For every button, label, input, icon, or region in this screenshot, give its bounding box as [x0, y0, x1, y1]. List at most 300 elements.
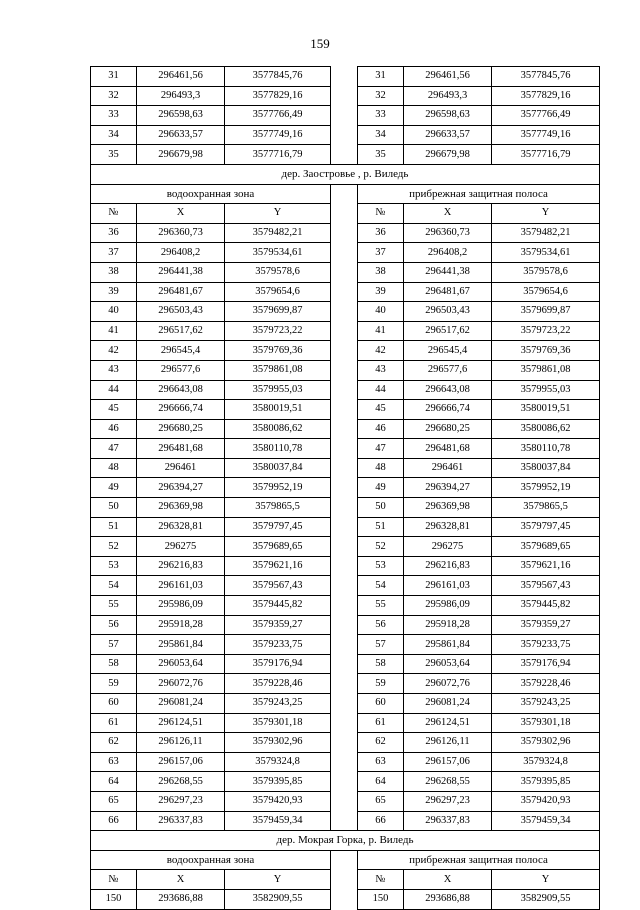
y-coordinate-cell: 3582909,55 — [492, 889, 600, 909]
column-gap — [331, 86, 358, 106]
y-coordinate-cell: 3579654,6 — [225, 282, 331, 302]
column-gap — [331, 400, 358, 420]
column-header-number: № — [358, 870, 404, 890]
x-coordinate-cell: 296328,81 — [404, 517, 492, 537]
column-gap — [331, 106, 358, 126]
x-coordinate-cell: 296679,98 — [404, 145, 492, 165]
column-gap — [331, 478, 358, 498]
column-gap — [331, 615, 358, 635]
column-header-x: X — [137, 204, 225, 224]
column-gap — [331, 517, 358, 537]
y-coordinate-cell: 3579233,75 — [225, 635, 331, 655]
x-coordinate-cell: 296161,03 — [137, 576, 225, 596]
table-row — [91, 67, 600, 87]
column-gap — [331, 674, 358, 694]
point-number-cell: 62 — [358, 733, 404, 753]
point-number-cell: 57 — [358, 635, 404, 655]
table-row — [91, 576, 600, 596]
x-coordinate-cell: 296633,57 — [137, 125, 225, 145]
x-coordinate-cell: 295918,28 — [137, 615, 225, 635]
column-gap — [331, 694, 358, 714]
x-coordinate-cell: 296503,43 — [404, 302, 492, 322]
table-row — [91, 458, 600, 478]
x-coordinate-cell: 296275 — [137, 537, 225, 557]
column-gap — [331, 204, 358, 224]
point-number-cell: 61 — [91, 713, 137, 733]
x-coordinate-cell: 296216,83 — [137, 556, 225, 576]
table-row — [91, 517, 600, 537]
column-gap — [331, 850, 358, 870]
point-number-cell: 35 — [91, 145, 137, 165]
x-coordinate-cell: 296493,3 — [404, 86, 492, 106]
point-number-cell: 32 — [358, 86, 404, 106]
point-number-cell: 49 — [358, 478, 404, 498]
table-row — [91, 752, 600, 772]
section-title-row — [91, 164, 600, 184]
y-coordinate-cell: 3579699,87 — [492, 302, 600, 322]
point-number-cell: 58 — [91, 654, 137, 674]
column-gap — [331, 635, 358, 655]
y-coordinate-cell: 3579621,16 — [225, 556, 331, 576]
x-coordinate-cell: 296680,25 — [137, 419, 225, 439]
column-header-row — [91, 870, 600, 890]
x-coordinate-cell: 296275 — [404, 537, 492, 557]
page-number: 159 — [310, 36, 330, 51]
column-gap — [331, 752, 358, 772]
x-coordinate-cell: 296161,03 — [404, 576, 492, 596]
x-coordinate-cell: 296679,98 — [137, 145, 225, 165]
y-coordinate-cell: 3579769,36 — [225, 341, 331, 361]
table-row — [91, 86, 600, 106]
x-coordinate-cell: 296337,83 — [137, 811, 225, 831]
x-coordinate-cell: 296441,38 — [137, 262, 225, 282]
point-number-cell: 58 — [358, 654, 404, 674]
y-coordinate-cell: 3579797,45 — [492, 517, 600, 537]
x-coordinate-cell: 296157,06 — [404, 752, 492, 772]
column-gap — [331, 380, 358, 400]
point-number-cell: 150 — [91, 889, 137, 909]
point-number-cell: 63 — [358, 752, 404, 772]
point-number-cell: 48 — [358, 458, 404, 478]
zone-header-row — [91, 850, 600, 870]
x-coordinate-cell: 296481,68 — [404, 439, 492, 459]
point-number-cell: 54 — [358, 576, 404, 596]
table-row — [91, 811, 600, 831]
table-row — [91, 321, 600, 341]
y-coordinate-cell: 3579534,61 — [225, 243, 331, 263]
y-coordinate-cell: 3582909,55 — [225, 889, 331, 909]
point-number-cell: 46 — [358, 419, 404, 439]
coordinates-table — [90, 66, 600, 910]
x-coordinate-cell: 296666,74 — [137, 400, 225, 420]
column-gap — [331, 184, 358, 204]
x-coordinate-cell: 296369,98 — [404, 498, 492, 518]
point-number-cell: 31 — [358, 67, 404, 87]
point-number-cell: 61 — [358, 713, 404, 733]
y-coordinate-cell: 3579445,82 — [225, 596, 331, 616]
y-coordinate-cell: 3579228,46 — [492, 674, 600, 694]
point-number-cell: 62 — [91, 733, 137, 753]
table-row — [91, 125, 600, 145]
column-gap — [331, 419, 358, 439]
y-coordinate-cell: 3579797,45 — [225, 517, 331, 537]
table-row — [91, 556, 600, 576]
table-row — [91, 302, 600, 322]
x-coordinate-cell: 296545,4 — [404, 341, 492, 361]
y-coordinate-cell: 3579865,5 — [225, 498, 331, 518]
point-number-cell: 66 — [358, 811, 404, 831]
point-number-cell: 38 — [358, 262, 404, 282]
x-coordinate-cell: 296124,51 — [137, 713, 225, 733]
y-coordinate-cell: 3579578,6 — [225, 262, 331, 282]
x-coordinate-cell: 296545,4 — [137, 341, 225, 361]
y-coordinate-cell: 3579654,6 — [492, 282, 600, 302]
table-row — [91, 889, 600, 909]
column-gap — [331, 360, 358, 380]
point-number-cell: 66 — [91, 811, 137, 831]
y-coordinate-cell: 3579578,6 — [492, 262, 600, 282]
water-protection-zone-label: водоохранная зона — [91, 850, 331, 870]
point-number-cell: 150 — [358, 889, 404, 909]
column-header-y: Y — [492, 204, 600, 224]
x-coordinate-cell: 296408,2 — [137, 243, 225, 263]
column-gap — [331, 321, 358, 341]
point-number-cell: 55 — [358, 596, 404, 616]
column-gap — [331, 243, 358, 263]
column-gap — [331, 556, 358, 576]
x-coordinate-cell: 296053,64 — [137, 654, 225, 674]
point-number-cell: 31 — [91, 67, 137, 87]
point-number-cell: 42 — [91, 341, 137, 361]
point-number-cell: 56 — [91, 615, 137, 635]
x-coordinate-cell: 296461 — [404, 458, 492, 478]
point-number-cell: 54 — [91, 576, 137, 596]
column-gap — [331, 223, 358, 243]
x-coordinate-cell: 296633,57 — [404, 125, 492, 145]
point-number-cell: 57 — [91, 635, 137, 655]
point-number-cell: 53 — [91, 556, 137, 576]
x-coordinate-cell: 295986,09 — [404, 596, 492, 616]
column-gap — [331, 713, 358, 733]
y-coordinate-cell: 3579482,21 — [492, 223, 600, 243]
y-coordinate-cell: 3579359,27 — [492, 615, 600, 635]
point-number-cell: 36 — [358, 223, 404, 243]
y-coordinate-cell: 3580110,78 — [225, 439, 331, 459]
section-title: дер. Мокрая Горка, р. Виледь — [91, 831, 600, 851]
x-coordinate-cell: 296441,38 — [404, 262, 492, 282]
y-coordinate-cell: 3579420,93 — [492, 791, 600, 811]
x-coordinate-cell: 296666,74 — [404, 400, 492, 420]
x-coordinate-cell: 295918,28 — [404, 615, 492, 635]
y-coordinate-cell: 3579723,22 — [225, 321, 331, 341]
x-coordinate-cell: 296643,08 — [137, 380, 225, 400]
x-coordinate-cell: 296394,27 — [137, 478, 225, 498]
table-row — [91, 713, 600, 733]
table-row — [91, 380, 600, 400]
column-gap — [331, 772, 358, 792]
section-title: дер. Заостровье , р. Виледь — [91, 164, 600, 184]
column-gap — [331, 733, 358, 753]
point-number-cell: 40 — [91, 302, 137, 322]
x-coordinate-cell: 296481,68 — [137, 439, 225, 459]
column-gap — [331, 67, 358, 87]
column-gap — [331, 262, 358, 282]
point-number-cell: 59 — [91, 674, 137, 694]
y-coordinate-cell: 3579176,94 — [492, 654, 600, 674]
table-row — [91, 439, 600, 459]
y-coordinate-cell: 3579445,82 — [492, 596, 600, 616]
point-number-cell: 53 — [358, 556, 404, 576]
x-coordinate-cell: 296408,2 — [404, 243, 492, 263]
point-number-cell: 35 — [358, 145, 404, 165]
column-header-x: X — [404, 870, 492, 890]
column-gap — [331, 791, 358, 811]
point-number-cell: 45 — [358, 400, 404, 420]
column-gap — [331, 302, 358, 322]
column-gap — [331, 458, 358, 478]
y-coordinate-cell: 3579243,25 — [492, 694, 600, 714]
table-row — [91, 341, 600, 361]
table-row — [91, 360, 600, 380]
table-row — [91, 243, 600, 263]
point-number-cell: 47 — [91, 439, 137, 459]
table-row — [91, 262, 600, 282]
y-coordinate-cell: 3579955,03 — [225, 380, 331, 400]
y-coordinate-cell: 3580037,84 — [492, 458, 600, 478]
y-coordinate-cell: 3579233,75 — [492, 635, 600, 655]
point-number-cell: 51 — [91, 517, 137, 537]
y-coordinate-cell: 3579699,87 — [225, 302, 331, 322]
y-coordinate-cell: 3579482,21 — [225, 223, 331, 243]
x-coordinate-cell: 296503,43 — [137, 302, 225, 322]
point-number-cell: 63 — [91, 752, 137, 772]
x-coordinate-cell: 296394,27 — [404, 478, 492, 498]
y-coordinate-cell: 3579420,93 — [225, 791, 331, 811]
y-coordinate-cell: 3579176,94 — [225, 654, 331, 674]
x-coordinate-cell: 296493,3 — [137, 86, 225, 106]
point-number-cell: 33 — [358, 106, 404, 126]
point-number-cell: 64 — [358, 772, 404, 792]
point-number-cell: 51 — [358, 517, 404, 537]
column-gap — [331, 889, 358, 909]
y-coordinate-cell: 3577749,16 — [225, 125, 331, 145]
y-coordinate-cell: 3579769,36 — [492, 341, 600, 361]
y-coordinate-cell: 3580086,62 — [492, 419, 600, 439]
point-number-cell: 59 — [358, 674, 404, 694]
y-coordinate-cell: 3579301,18 — [492, 713, 600, 733]
y-coordinate-cell: 3579324,8 — [225, 752, 331, 772]
point-number-cell: 32 — [91, 86, 137, 106]
x-coordinate-cell: 296461 — [137, 458, 225, 478]
zone-header-row — [91, 184, 600, 204]
column-header-y: Y — [492, 870, 600, 890]
y-coordinate-cell: 3579567,43 — [225, 576, 331, 596]
x-coordinate-cell: 293686,88 — [404, 889, 492, 909]
x-coordinate-cell: 296126,11 — [137, 733, 225, 753]
table-row — [91, 772, 600, 792]
point-number-cell: 44 — [91, 380, 137, 400]
x-coordinate-cell: 296680,25 — [404, 419, 492, 439]
table-row — [91, 223, 600, 243]
x-coordinate-cell: 296643,08 — [404, 380, 492, 400]
point-number-cell: 34 — [358, 125, 404, 145]
y-coordinate-cell: 3579302,96 — [492, 733, 600, 753]
y-coordinate-cell: 3579952,19 — [225, 478, 331, 498]
point-number-cell: 36 — [91, 223, 137, 243]
x-coordinate-cell: 296053,64 — [404, 654, 492, 674]
y-coordinate-cell: 3579228,46 — [225, 674, 331, 694]
table-row — [91, 106, 600, 126]
y-coordinate-cell: 3580019,51 — [492, 400, 600, 420]
x-coordinate-cell: 296577,6 — [404, 360, 492, 380]
column-header-y: Y — [225, 870, 331, 890]
y-coordinate-cell: 3579567,43 — [492, 576, 600, 596]
y-coordinate-cell: 3579952,19 — [492, 478, 600, 498]
x-coordinate-cell: 296461,56 — [137, 67, 225, 87]
point-number-cell: 52 — [358, 537, 404, 557]
point-number-cell: 60 — [358, 694, 404, 714]
x-coordinate-cell: 296577,6 — [137, 360, 225, 380]
x-coordinate-cell: 296517,62 — [404, 321, 492, 341]
table-row — [91, 733, 600, 753]
y-coordinate-cell: 3577766,49 — [225, 106, 331, 126]
y-coordinate-cell: 3580110,78 — [492, 439, 600, 459]
x-coordinate-cell: 296337,83 — [404, 811, 492, 831]
point-number-cell: 65 — [358, 791, 404, 811]
x-coordinate-cell: 296598,63 — [404, 106, 492, 126]
y-coordinate-cell: 3577749,16 — [492, 125, 600, 145]
table-row — [91, 419, 600, 439]
table-row — [91, 654, 600, 674]
point-number-cell: 52 — [91, 537, 137, 557]
table-row — [91, 498, 600, 518]
table-row — [91, 596, 600, 616]
column-gap — [331, 341, 358, 361]
y-coordinate-cell: 3579395,85 — [225, 772, 331, 792]
point-number-cell: 37 — [91, 243, 137, 263]
y-coordinate-cell: 3580037,84 — [225, 458, 331, 478]
point-number-cell: 38 — [91, 262, 137, 282]
x-coordinate-cell: 296268,55 — [404, 772, 492, 792]
point-number-cell: 64 — [91, 772, 137, 792]
x-coordinate-cell: 296598,63 — [137, 106, 225, 126]
x-coordinate-cell: 296328,81 — [137, 517, 225, 537]
point-number-cell: 33 — [91, 106, 137, 126]
column-gap — [331, 498, 358, 518]
y-coordinate-cell: 3579955,03 — [492, 380, 600, 400]
point-number-cell: 43 — [91, 360, 137, 380]
point-number-cell: 39 — [358, 282, 404, 302]
column-gap — [331, 576, 358, 596]
x-coordinate-cell: 296297,23 — [137, 791, 225, 811]
column-header-row — [91, 204, 600, 224]
x-coordinate-cell: 296072,76 — [404, 674, 492, 694]
column-gap — [331, 439, 358, 459]
x-coordinate-cell: 293686,88 — [137, 889, 225, 909]
y-coordinate-cell: 3579723,22 — [492, 321, 600, 341]
point-number-cell: 44 — [358, 380, 404, 400]
point-number-cell: 50 — [358, 498, 404, 518]
y-coordinate-cell: 3579324,8 — [492, 752, 600, 772]
x-coordinate-cell: 296268,55 — [137, 772, 225, 792]
x-coordinate-cell: 295861,84 — [404, 635, 492, 655]
point-number-cell: 45 — [91, 400, 137, 420]
table-row — [91, 674, 600, 694]
y-coordinate-cell: 3577829,16 — [492, 86, 600, 106]
column-header-number: № — [91, 204, 137, 224]
y-coordinate-cell: 3577845,76 — [492, 67, 600, 87]
column-header-number: № — [91, 870, 137, 890]
column-gap — [331, 811, 358, 831]
table-row — [91, 145, 600, 165]
x-coordinate-cell: 296360,73 — [137, 223, 225, 243]
y-coordinate-cell: 3579243,25 — [225, 694, 331, 714]
y-coordinate-cell: 3579301,18 — [225, 713, 331, 733]
column-gap — [331, 596, 358, 616]
point-number-cell: 43 — [358, 360, 404, 380]
x-coordinate-cell: 296517,62 — [137, 321, 225, 341]
x-coordinate-cell: 296081,24 — [137, 694, 225, 714]
y-coordinate-cell: 3580086,62 — [225, 419, 331, 439]
y-coordinate-cell: 3577716,79 — [492, 145, 600, 165]
point-number-cell: 39 — [91, 282, 137, 302]
column-gap — [331, 125, 358, 145]
point-number-cell: 46 — [91, 419, 137, 439]
y-coordinate-cell: 3579621,16 — [492, 556, 600, 576]
table-row — [91, 537, 600, 557]
point-number-cell: 55 — [91, 596, 137, 616]
coastal-protective-strip-label: прибрежная защитная полоса — [358, 850, 600, 870]
point-number-cell: 41 — [358, 321, 404, 341]
x-coordinate-cell: 296216,83 — [404, 556, 492, 576]
table-row — [91, 478, 600, 498]
x-coordinate-cell: 296481,67 — [404, 282, 492, 302]
point-number-cell: 41 — [91, 321, 137, 341]
x-coordinate-cell: 296481,67 — [137, 282, 225, 302]
x-coordinate-cell: 295861,84 — [137, 635, 225, 655]
x-coordinate-cell: 296297,23 — [404, 791, 492, 811]
x-coordinate-cell: 296461,56 — [404, 67, 492, 87]
column-gap — [331, 145, 358, 165]
table-row — [91, 791, 600, 811]
table-row — [91, 282, 600, 302]
y-coordinate-cell: 3579459,34 — [492, 811, 600, 831]
x-coordinate-cell: 296126,11 — [404, 733, 492, 753]
column-gap — [331, 654, 358, 674]
point-number-cell: 56 — [358, 615, 404, 635]
point-number-cell: 37 — [358, 243, 404, 263]
point-number-cell: 47 — [358, 439, 404, 459]
coastal-protective-strip-label: прибрежная защитная полоса — [358, 184, 600, 204]
point-number-cell: 49 — [91, 478, 137, 498]
point-number-cell: 65 — [91, 791, 137, 811]
y-coordinate-cell: 3579359,27 — [225, 615, 331, 635]
y-coordinate-cell: 3579395,85 — [492, 772, 600, 792]
table-row — [91, 615, 600, 635]
x-coordinate-cell: 296157,06 — [137, 752, 225, 772]
x-coordinate-cell: 296072,76 — [137, 674, 225, 694]
y-coordinate-cell: 3577829,16 — [225, 86, 331, 106]
point-number-cell: 40 — [358, 302, 404, 322]
y-coordinate-cell: 3579861,08 — [492, 360, 600, 380]
water-protection-zone-label: водоохранная зона — [91, 184, 331, 204]
y-coordinate-cell: 3577766,49 — [492, 106, 600, 126]
column-gap — [331, 282, 358, 302]
column-header-x: X — [137, 870, 225, 890]
point-number-cell: 50 — [91, 498, 137, 518]
y-coordinate-cell: 3579459,34 — [225, 811, 331, 831]
x-coordinate-cell: 295986,09 — [137, 596, 225, 616]
